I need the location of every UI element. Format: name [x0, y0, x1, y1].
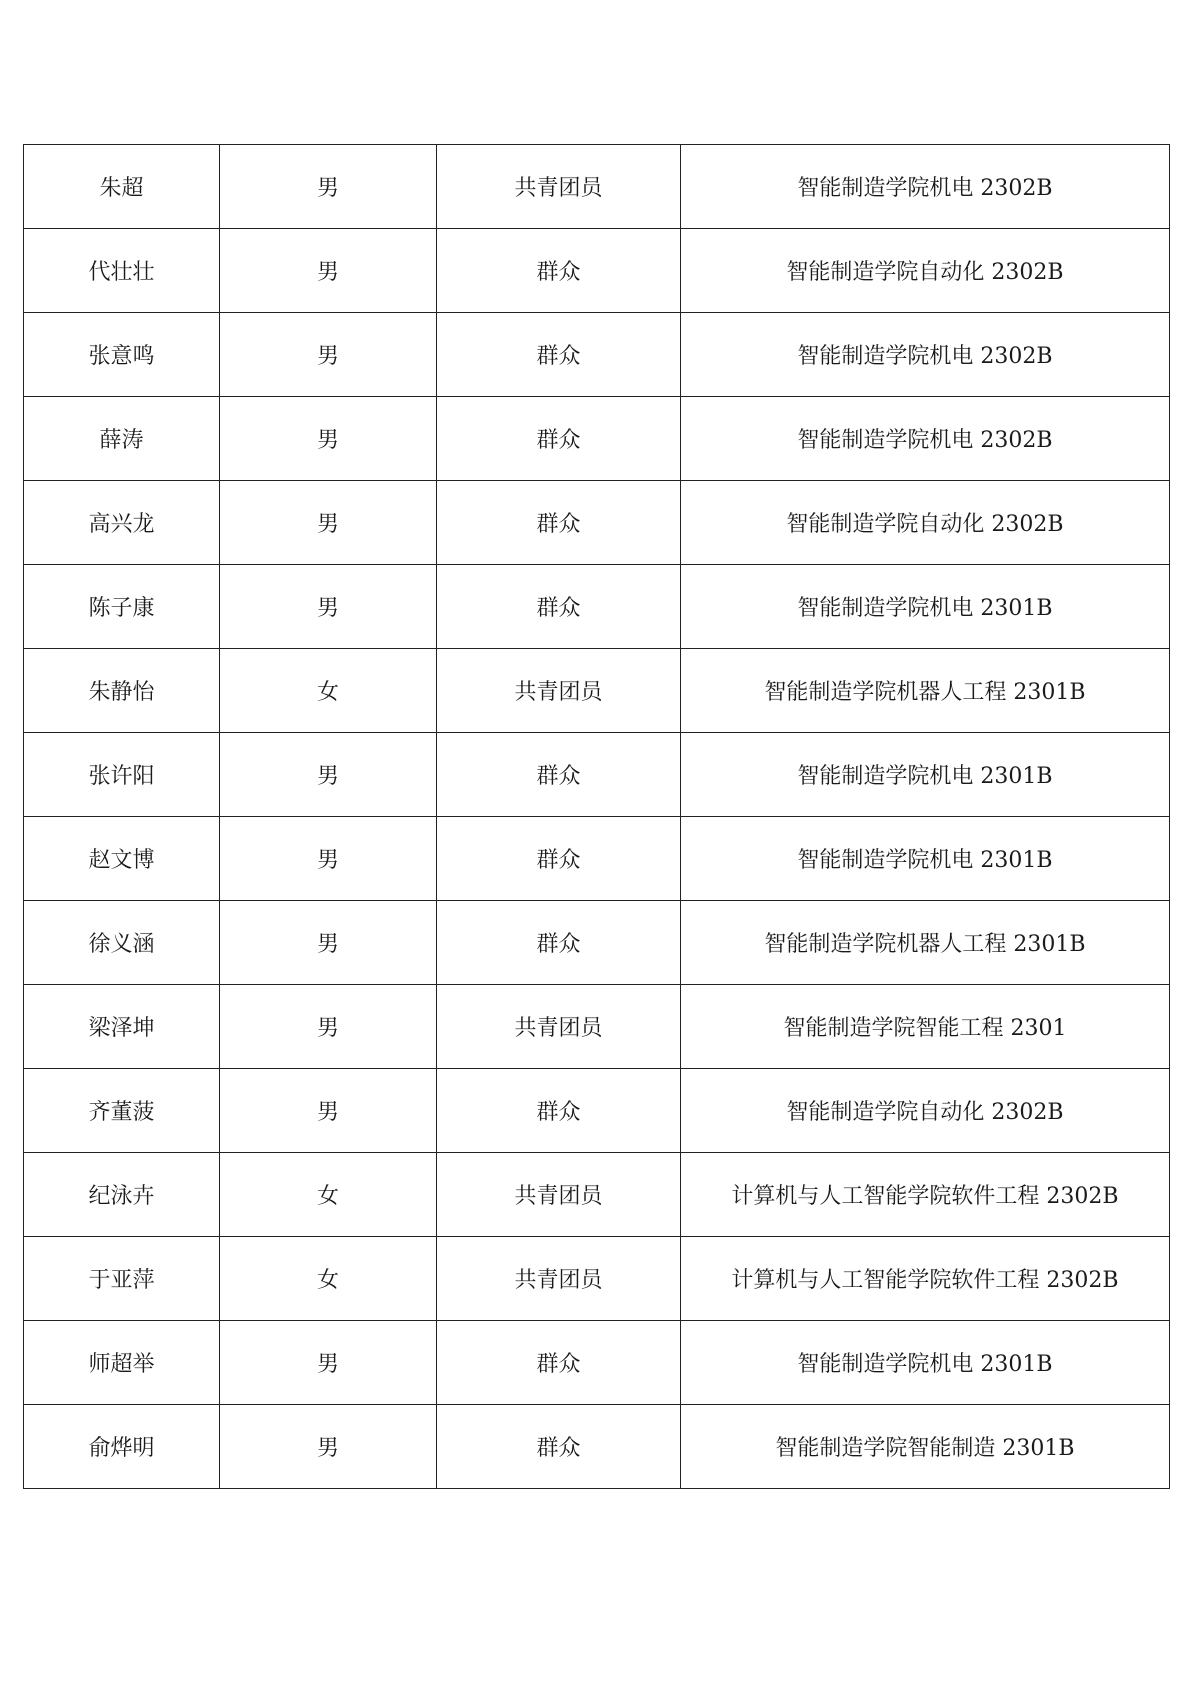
unit-cell: 智能制造学院自动化 2302B	[681, 481, 1170, 565]
table-row	[24, 901, 1170, 985]
political-status-cell: 群众	[437, 1321, 681, 1405]
table-row	[24, 1321, 1170, 1405]
unit-cell: 智能制造学院机电 2301B	[681, 1321, 1170, 1405]
gender-cell: 男	[220, 733, 437, 817]
name-cell: 张许阳	[24, 733, 220, 817]
table-row	[24, 397, 1170, 481]
unit-cell: 计算机与人工智能学院软件工程 2302B	[681, 1237, 1170, 1321]
gender-cell: 男	[220, 565, 437, 649]
gender-cell: 男	[220, 313, 437, 397]
gender-cell: 男	[220, 901, 437, 985]
political-status-cell: 群众	[437, 565, 681, 649]
name-cell: 徐义涵	[24, 901, 220, 985]
unit-cell: 智能制造学院自动化 2302B	[681, 1069, 1170, 1153]
name-cell: 俞烨明	[24, 1405, 220, 1489]
political-status-cell: 群众	[437, 229, 681, 313]
name-cell: 代壮壮	[24, 229, 220, 313]
name-cell: 师超举	[24, 1321, 220, 1405]
table-row	[24, 1069, 1170, 1153]
unit-cell: 智能制造学院机电 2301B	[681, 565, 1170, 649]
unit-cell: 智能制造学院机电 2301B	[681, 733, 1170, 817]
unit-cell: 智能制造学院自动化 2302B	[681, 229, 1170, 313]
gender-cell: 男	[220, 817, 437, 901]
political-status-cell: 群众	[437, 1069, 681, 1153]
gender-cell: 男	[220, 1405, 437, 1489]
political-status-cell: 群众	[437, 313, 681, 397]
political-status-cell: 群众	[437, 817, 681, 901]
political-status-cell: 共青团员	[437, 649, 681, 733]
name-cell: 齐董菠	[24, 1069, 220, 1153]
political-status-cell: 群众	[437, 901, 681, 985]
table-row	[24, 1405, 1170, 1489]
unit-cell: 智能制造学院机电 2302B	[681, 145, 1170, 229]
gender-cell: 男	[220, 1321, 437, 1405]
table-row	[24, 481, 1170, 565]
name-cell: 高兴龙	[24, 481, 220, 565]
unit-cell: 计算机与人工智能学院软件工程 2302B	[681, 1153, 1170, 1237]
name-cell: 薛涛	[24, 397, 220, 481]
unit-cell: 智能制造学院机电 2302B	[681, 397, 1170, 481]
name-cell: 张意鸣	[24, 313, 220, 397]
table-row	[24, 649, 1170, 733]
table-row	[24, 1153, 1170, 1237]
table-row	[24, 313, 1170, 397]
political-status-cell: 群众	[437, 733, 681, 817]
political-status-cell: 共青团员	[437, 985, 681, 1069]
political-status-cell: 共青团员	[437, 1153, 681, 1237]
gender-cell: 女	[220, 1237, 437, 1321]
political-status-cell: 群众	[437, 481, 681, 565]
table-row	[24, 145, 1170, 229]
unit-cell: 智能制造学院机器人工程 2301B	[681, 649, 1170, 733]
gender-cell: 男	[220, 985, 437, 1069]
political-status-cell: 群众	[437, 397, 681, 481]
unit-cell: 智能制造学院智能制造 2301B	[681, 1405, 1170, 1489]
gender-cell: 男	[220, 145, 437, 229]
gender-cell: 男	[220, 1069, 437, 1153]
name-cell: 于亚萍	[24, 1237, 220, 1321]
gender-cell: 女	[220, 649, 437, 733]
gender-cell: 男	[220, 229, 437, 313]
gender-cell: 女	[220, 1153, 437, 1237]
table-row	[24, 985, 1170, 1069]
unit-cell: 智能制造学院机器人工程 2301B	[681, 901, 1170, 985]
name-cell: 朱超	[24, 145, 220, 229]
name-cell: 陈子康	[24, 565, 220, 649]
roster-table	[23, 144, 1170, 1489]
table-row	[24, 733, 1170, 817]
table-row	[24, 565, 1170, 649]
unit-cell: 智能制造学院机电 2302B	[681, 313, 1170, 397]
table-row	[24, 229, 1170, 313]
gender-cell: 男	[220, 481, 437, 565]
political-status-cell: 共青团员	[437, 145, 681, 229]
political-status-cell: 共青团员	[437, 1237, 681, 1321]
political-status-cell: 群众	[437, 1405, 681, 1489]
table-row	[24, 1237, 1170, 1321]
table-row	[24, 817, 1170, 901]
name-cell: 赵文博	[24, 817, 220, 901]
name-cell: 朱静怡	[24, 649, 220, 733]
unit-cell: 智能制造学院机电 2301B	[681, 817, 1170, 901]
name-cell: 梁泽坤	[24, 985, 220, 1069]
gender-cell: 男	[220, 397, 437, 481]
unit-cell: 智能制造学院智能工程 2301	[681, 985, 1170, 1069]
roster-table-body	[24, 145, 1170, 1489]
name-cell: 纪泳卉	[24, 1153, 220, 1237]
